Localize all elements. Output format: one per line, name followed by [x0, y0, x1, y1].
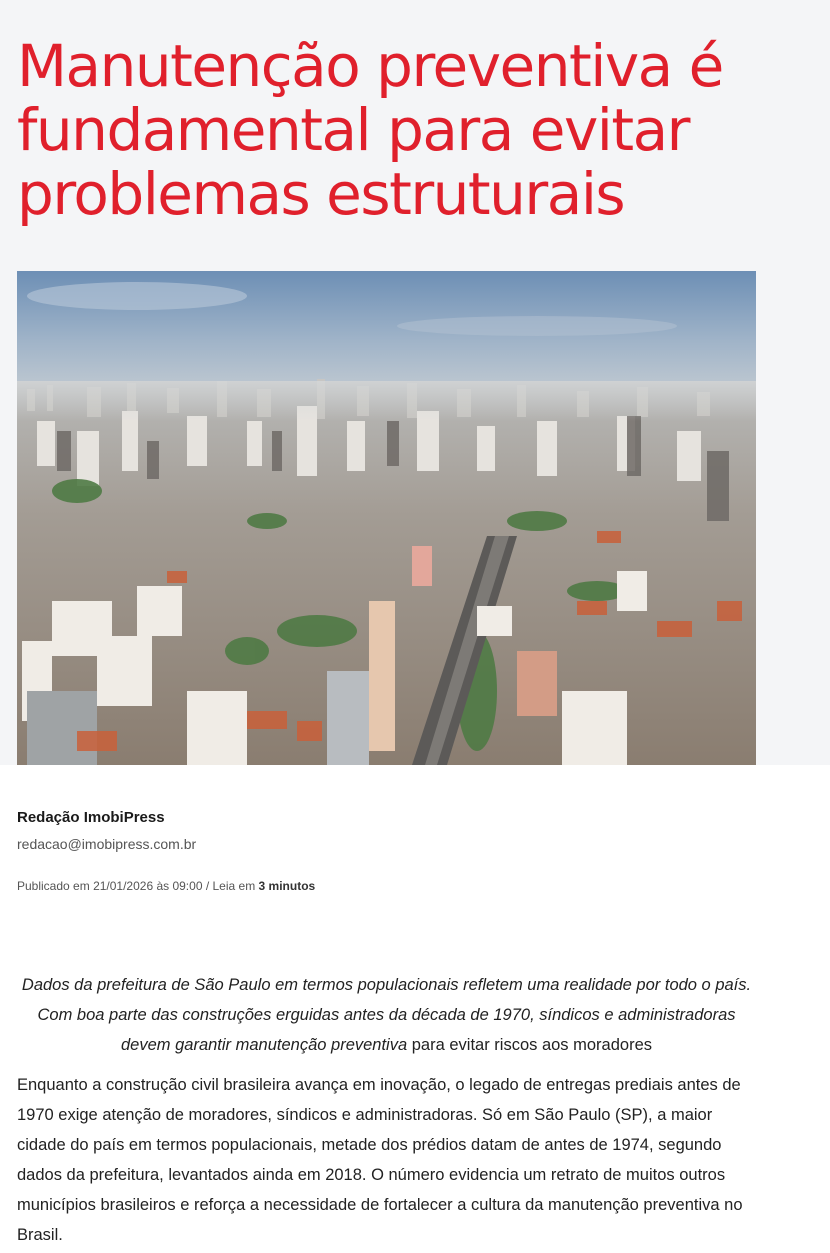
hero-image[interactable] — [17, 271, 756, 765]
read-time: 3 minutos — [258, 879, 316, 893]
article-paragraph: Enquanto a construção civil brasileira avança em inovação, o legado de entregas prediais antes de 1970 exige atenção de moradores, síndicos e administradoras. Só em São Paulo (SP), a maior cidade do país em termos populacionais, metade dos prédios datam de antes de 1974, segundo dados da prefeitura, levantados ainda em 2018. O número evidencia um retrato de muitos outros municípios brasileiros e reforça a necessidade de fortalecer a cultura da manutenção preventiva no Brasil. — [17, 1076, 743, 1244]
lead-italic: Dados da prefeitura de São Paulo em termos populacionais refletem uma realidade por todo o país. Com boa parte das construções erguidas antes da década de 1970, síndicos e administradoras devem garantir manutenção preventiva — [21, 976, 752, 1054]
article-lead — [17, 970, 756, 1060]
publish-meta — [17, 879, 315, 893]
author-email[interactable]: redacao@imobipress.com.br — [17, 836, 197, 852]
article-headline: Manutenção preventiva é fundamental para evitar problemas estruturais — [17, 32, 723, 228]
published-label: Publicado em — [17, 879, 90, 893]
published-date: 21/01/2026 às 09:00 — [93, 879, 203, 893]
read-time-label: / Leia em — [202, 879, 259, 893]
lead-plain: para evitar riscos aos moradores — [407, 1036, 653, 1054]
author-name[interactable]: Redação ImobiPress — [17, 809, 165, 826]
